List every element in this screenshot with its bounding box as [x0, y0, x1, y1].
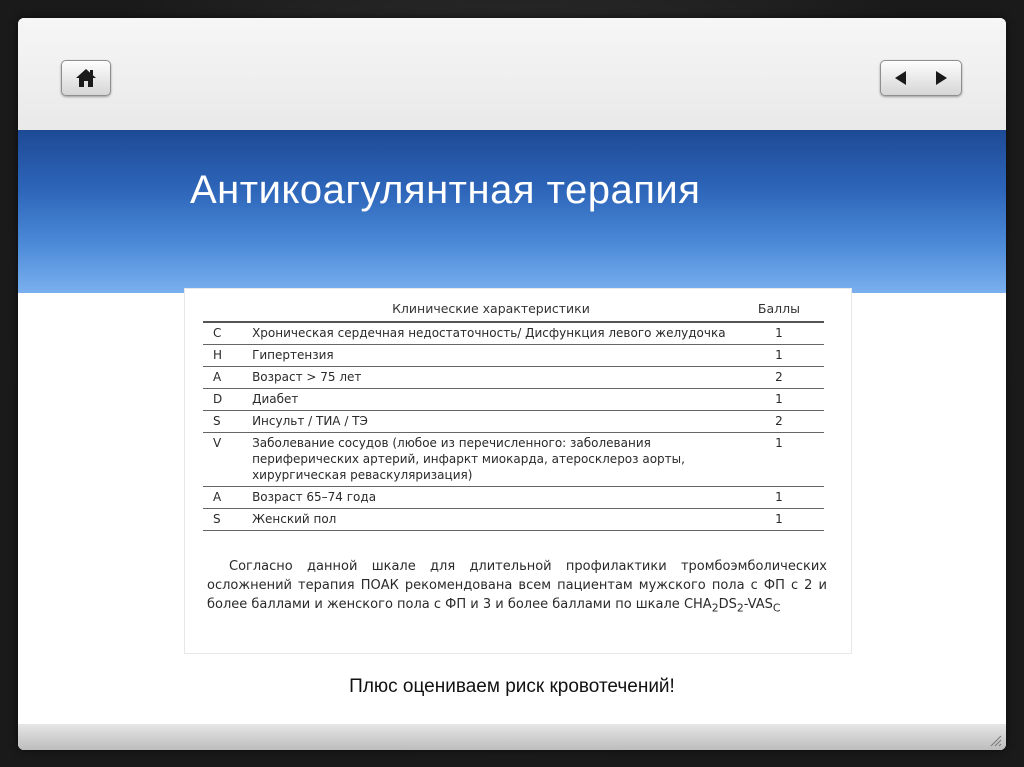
table-row [203, 509, 824, 531]
home-button[interactable] [61, 60, 111, 96]
slide-footer-bar [18, 724, 1006, 750]
row-letter: S [203, 411, 248, 433]
row-text: Диабет [248, 389, 734, 411]
note-text: Согласно данной шкале для длительной профилактики тромбоэмболических осложнений терапия ПОАК рекомендована всем пациентам мужского пола с ФП с 2 и более баллами и женского пола с ФП и 3 и более баллами по шкале [207, 559, 827, 612]
score-table [203, 297, 824, 531]
slide-subtitle: Плюс оцениваем риск кровотечений! [349, 676, 675, 697]
row-text: Инсульт / ТИА / ТЭ [248, 411, 734, 433]
header-characteristics: Клинические характеристики [248, 297, 734, 322]
row-points: 1 [734, 487, 824, 509]
row-letter: S [203, 509, 248, 531]
row-letter: V [203, 433, 248, 487]
recommendation-note [207, 557, 827, 618]
previous-slide-button[interactable] [883, 63, 919, 93]
row-letter: H [203, 345, 248, 367]
row-points: 1 [734, 509, 824, 531]
row-letter: D [203, 389, 248, 411]
row-points: 1 [734, 345, 824, 367]
table-row [203, 389, 824, 411]
row-points: 1 [734, 389, 824, 411]
row-text: Гипертензия [248, 345, 734, 367]
row-text: Возраст > 75 лет [248, 367, 734, 389]
table-row [203, 433, 824, 487]
table-row [203, 411, 824, 433]
row-text: Заболевание сосудов (любое из перечисленного: заболевания периферических артерий, инфаркт миокарда, атеросклероз аорты, хирургическая реваскуляризация) [248, 433, 734, 487]
scale-name: $CHA_2DS_2-VAS_C$ [683, 597, 781, 615]
next-slide-button[interactable] [923, 63, 959, 93]
row-text: Хроническая сердечная недостаточность/ Дисфункция левого желудочка [248, 322, 734, 345]
arrow-right-icon [933, 70, 949, 86]
slide-title: Антикоагулянтная терапия [190, 168, 701, 212]
slide-toolbar [18, 18, 1006, 130]
row-letter: A [203, 367, 248, 389]
arrow-left-icon [893, 70, 909, 86]
slide [18, 18, 1006, 750]
home-icon [75, 68, 97, 88]
row-points: 1 [734, 433, 824, 487]
header-points: Баллы [734, 297, 824, 322]
row-points: 1 [734, 322, 824, 345]
row-letter: A [203, 487, 248, 509]
table-row [203, 322, 824, 345]
table-header-row [203, 297, 824, 322]
row-text: Женский пол [248, 509, 734, 531]
resize-grip-icon[interactable] [988, 733, 1002, 747]
table-row [203, 345, 824, 367]
slide-navigation [880, 60, 962, 96]
row-points: 2 [734, 411, 824, 433]
row-points: 2 [734, 367, 824, 389]
row-text: Возраст 65–74 года [248, 487, 734, 509]
row-letter: C [203, 322, 248, 345]
score-table-figure [184, 288, 852, 654]
table-row [203, 367, 824, 389]
table-row [203, 487, 824, 509]
